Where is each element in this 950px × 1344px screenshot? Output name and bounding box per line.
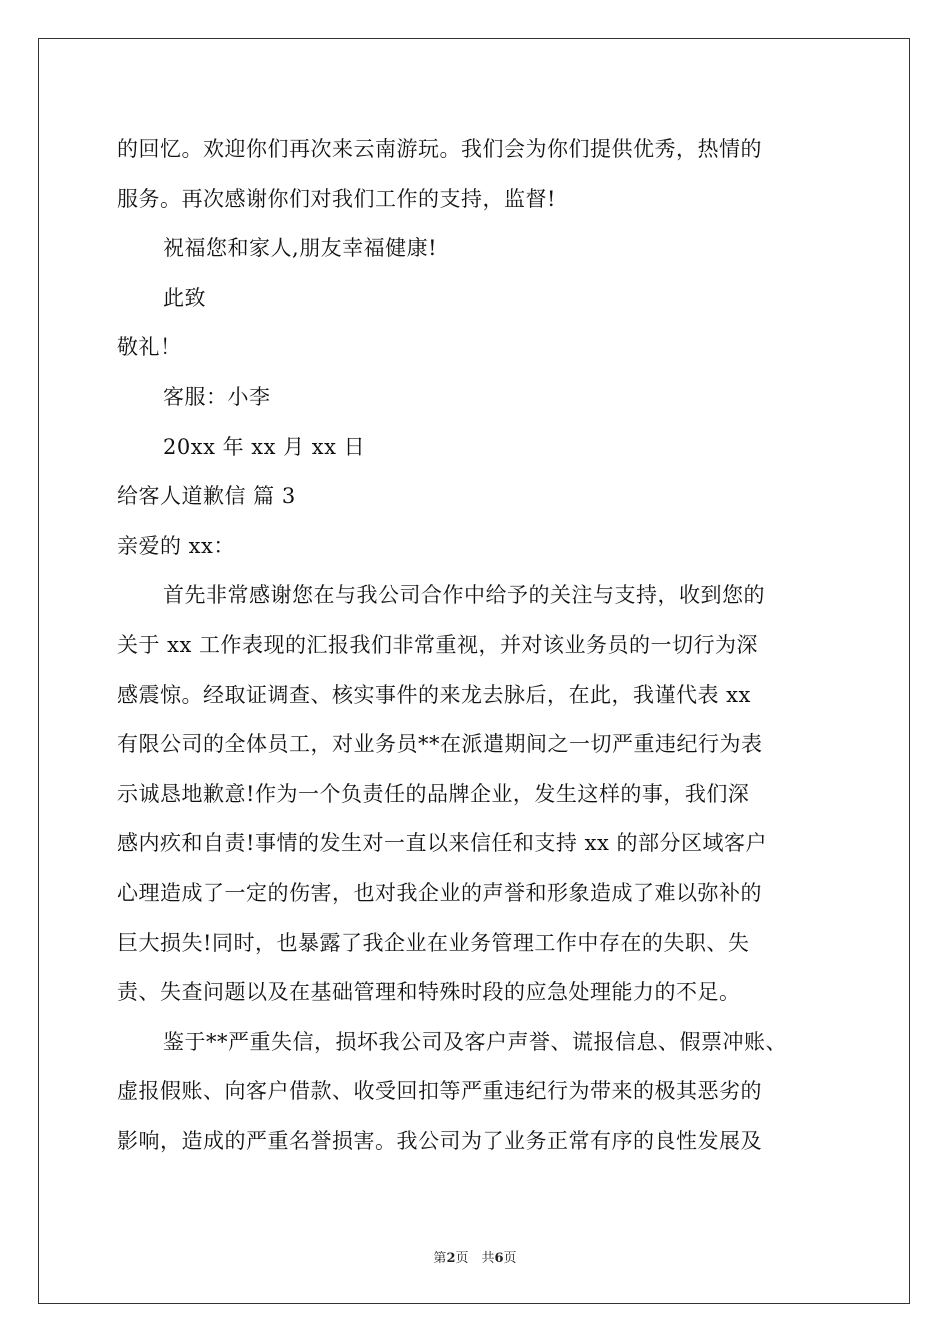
signature-line: 客服：小李 xyxy=(163,384,271,409)
document-body xyxy=(117,125,837,1166)
paragraph-line: 责、失查问题以及在基础管理和特殊时段的应急处理能力的不足。 xyxy=(117,980,741,1005)
page-footer xyxy=(0,1247,950,1266)
paragraph-line: 关于 xx 工作表现的汇报我们非常重视，并对该业务员的一切行为深 xyxy=(117,632,759,657)
blessing-line: 祝福您和家人,朋友幸福健康! xyxy=(163,236,438,261)
paragraph-line: 示诚恳地歉意!作为一个负责任的品牌企业，发生这样的事，我们深 xyxy=(117,781,750,806)
text-line: 的回忆。欢迎你们再次来云南游玩。我们会为你们提供优秀，热情的 xyxy=(117,137,762,161)
paragraph-line: 巨大损失!同时，也暴露了我企业在业务管理工作中存在的失职、失 xyxy=(117,930,750,955)
salutation-line: 敬礼！ xyxy=(117,335,182,360)
section-heading: 给客人道歉信 篇 3 xyxy=(117,484,296,509)
greeting-line: 亲爱的 xx： xyxy=(117,533,235,558)
paragraph-line: 首先非常感谢您在与我公司合作中给予的关注与支持，收到您的 xyxy=(163,583,765,608)
date-line: 20xx 年 xx 月 xx 日 xyxy=(163,434,366,459)
total-page-number: 6 xyxy=(494,1251,504,1266)
closing-line: 此致 xyxy=(163,285,206,310)
paragraph-line: 影响，造成的严重名誉损害。我公司为了业务正常有序的良性发展及 xyxy=(117,1128,762,1153)
current-page-number: 2 xyxy=(446,1251,456,1266)
paragraph-line: 鉴于**严重失信，损坏我公司及客户声誉、谎报信息、假票冲账、 xyxy=(163,1029,787,1054)
page-suffix: 页 xyxy=(503,1251,517,1266)
paragraph-line: 感震惊。经取证调查、核实事件的来龙去脉后，在此，我谨代表 xx xyxy=(117,682,751,707)
paragraph-line: 有限公司的全体员工，对业务员**在派遣期间之一切严重违纪行为表 xyxy=(117,732,763,757)
paragraph-line: 虚报假账、向客户借款、收受回扣等严重违纪行为带来的极其恶劣的 xyxy=(117,1079,762,1104)
paragraph-line: 心理造成了一定的伤害，也对我企业的声誉和形象造成了难以弥补的 xyxy=(117,880,762,905)
text-line: 服务。再次感谢你们对我们工作的支持，监督! xyxy=(117,186,556,211)
page-prefix: 第 xyxy=(433,1251,447,1266)
paragraph-line: 感内疚和自责!事情的发生对一直以来信任和支持 xx 的部分区域客户 xyxy=(117,831,767,856)
page-mid: 页 共 xyxy=(455,1251,495,1266)
